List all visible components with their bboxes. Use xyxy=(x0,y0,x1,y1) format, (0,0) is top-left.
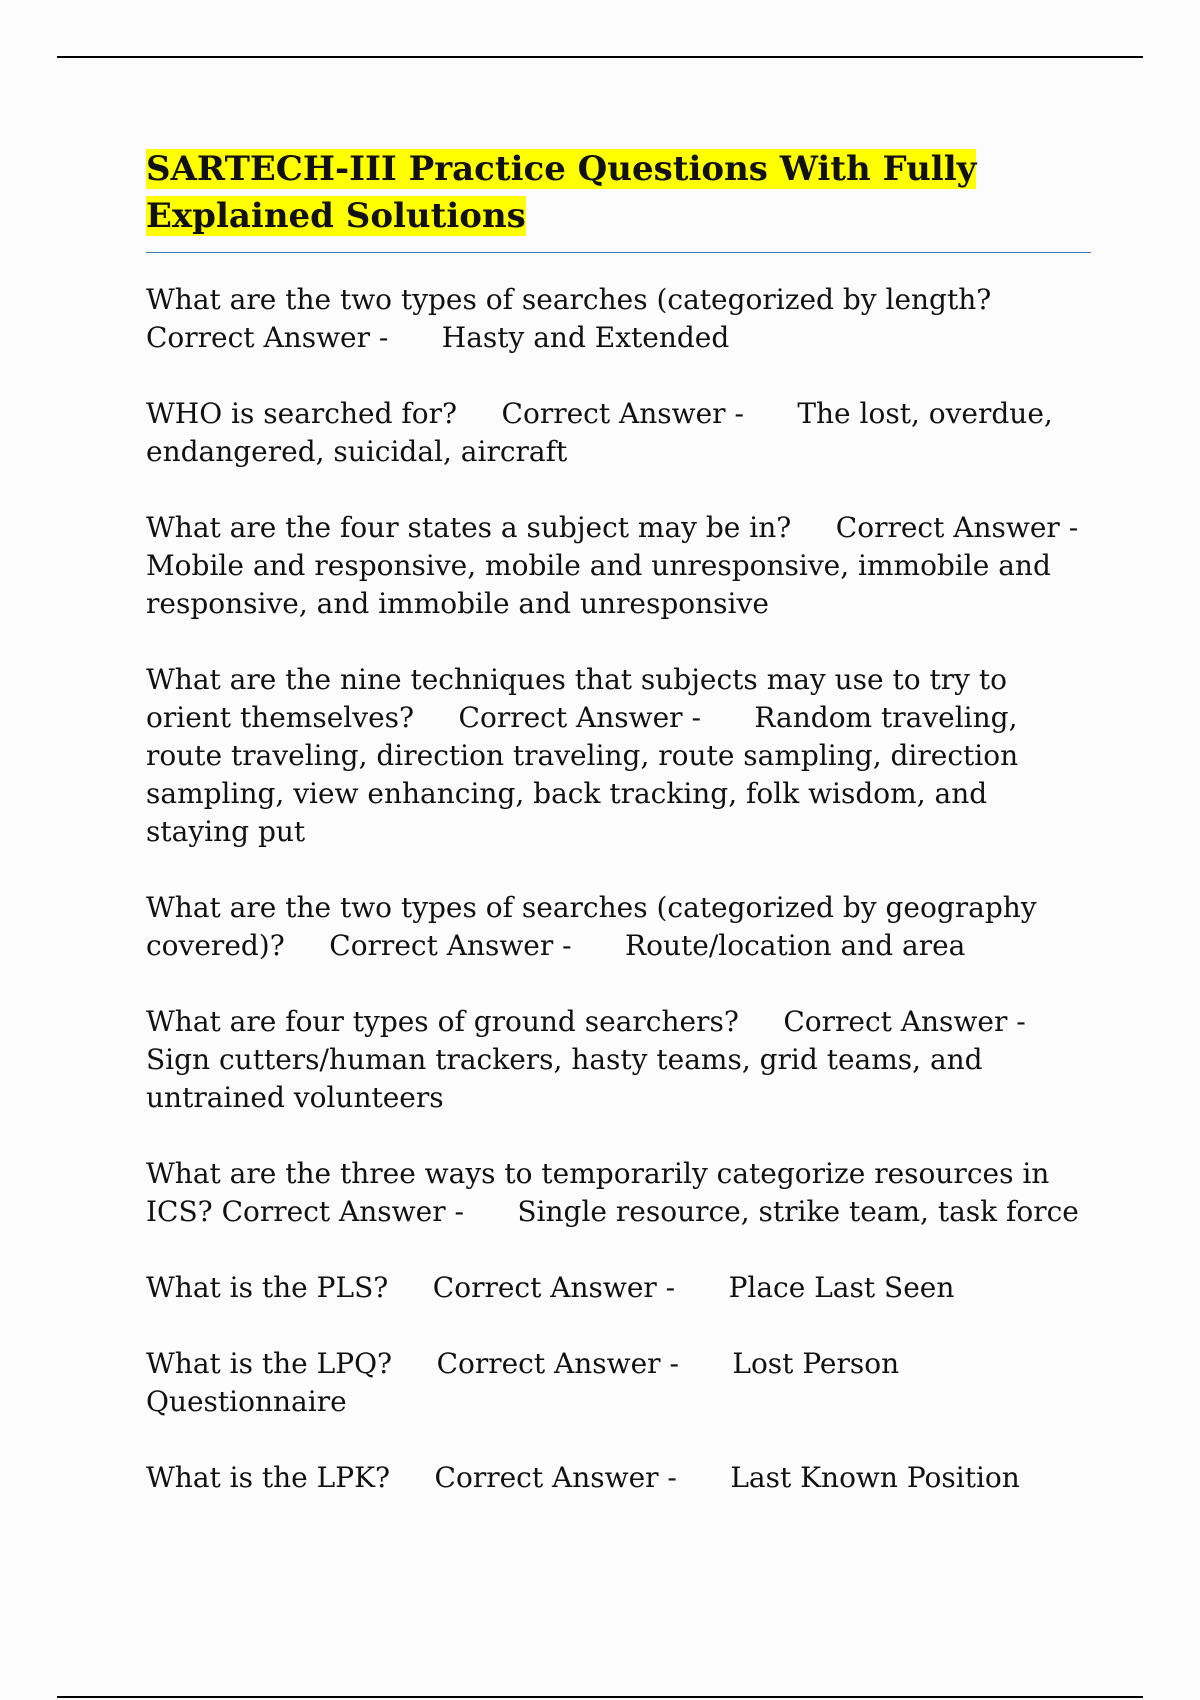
question-text: What are the four states a subject may be in? xyxy=(146,511,792,544)
answer-label: Correct Answer - xyxy=(146,321,389,354)
top-rule xyxy=(57,56,1143,58)
question-text: What is the PLS? xyxy=(146,1271,389,1304)
answer-text: Single resource, strike team, task force xyxy=(517,1195,1079,1228)
answer-label: Correct Answer - xyxy=(783,1005,1026,1038)
qa-item xyxy=(146,281,1091,357)
question-text: What is the LPK? xyxy=(146,1461,391,1494)
qa-item xyxy=(146,661,1091,851)
answer-text: Place Last Seen xyxy=(728,1271,955,1304)
answer-text: The lost, overdue, endangered, suicidal, aircraft xyxy=(146,397,1053,468)
answer-text: Sign cutters/human trackers, hasty teams, grid teams, and untrained volunteers xyxy=(146,1043,983,1114)
answer-text: Random traveling, route traveling, direction traveling, route sampling, direction sampling, view enhancing, back tracking, folk wisdom, and staying put xyxy=(146,701,1019,848)
bottom-rule xyxy=(57,1696,1143,1698)
title-underline xyxy=(146,252,1091,253)
answer-label: Correct Answer - xyxy=(436,1347,679,1380)
question-text: What are the three ways to temporarily categorize resources in ICS? xyxy=(146,1157,1050,1228)
qa-item xyxy=(146,889,1091,965)
answer-text: Hasty and Extended xyxy=(441,321,730,354)
answer-text: Last Known Position xyxy=(730,1461,1020,1494)
answer-text: Route/location and area xyxy=(625,929,966,962)
qa-item xyxy=(146,1269,1091,1307)
answer-label: Correct Answer - xyxy=(501,397,744,430)
answer-text: Mobile and responsive, mobile and unresponsive, immobile and responsive, and immobile and unresponsive xyxy=(146,549,1051,620)
qa-item xyxy=(146,1155,1091,1231)
qa-item xyxy=(146,1003,1091,1117)
answer-label: Correct Answer - xyxy=(221,1195,464,1228)
answer-label: Correct Answer - xyxy=(434,1461,677,1494)
qa-item xyxy=(146,509,1091,623)
qa-list xyxy=(146,281,1091,1497)
qa-item xyxy=(146,1459,1091,1497)
question-text: What are the nine techniques that subjects may use to try to orient themselves? xyxy=(146,663,1007,734)
qa-item xyxy=(146,1345,1091,1421)
qa-item xyxy=(146,395,1091,471)
question-text: What are four types of ground searchers? xyxy=(146,1005,739,1038)
answer-text: Lost Person Questionnaire xyxy=(146,1347,900,1418)
document-body xyxy=(146,146,1091,1535)
answer-label: Correct Answer - xyxy=(458,701,701,734)
title-highlight: SARTECH-III Practice Questions With Fully Explained Solutions xyxy=(146,149,977,236)
question-text: What are the two types of searches (categorized by geography covered)? xyxy=(146,891,1037,962)
document-title xyxy=(146,146,1091,240)
answer-label: Correct Answer - xyxy=(432,1271,676,1304)
question-text: WHO is searched for? xyxy=(146,397,458,430)
answer-label: Correct Answer - xyxy=(835,511,1079,544)
answer-label: Correct Answer - xyxy=(329,929,572,962)
question-text: What are the two types of searches (categorized by length? xyxy=(146,283,992,316)
question-text: What is the LPQ? xyxy=(146,1347,393,1380)
